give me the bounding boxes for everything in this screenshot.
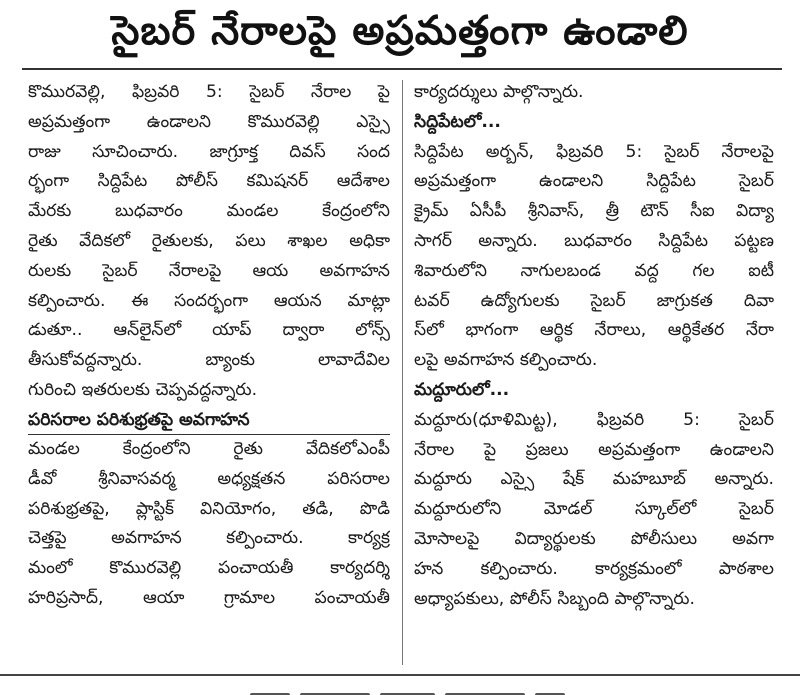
body-line: మోసాలపై విద్యార్థులకు పోలీసులు అవగా xyxy=(414,528,774,549)
body-line: మండల కేంద్రంలోని రైతు వేదికలోఎంపీ xyxy=(28,439,390,460)
subheading-cleanliness: పరిసరాల పరిశుభ్రతపై అవగాహన xyxy=(28,406,390,435)
column-divider xyxy=(402,80,403,665)
body-line: క్రైమ్ ఏసీపీ శ్రీనివాస్, త్రీ టౌన్ సీఐ విద్యా xyxy=(414,201,774,222)
body-line: హరిప్రసాద్, ఆయా గ్రామాల పంచాయతీ xyxy=(28,588,390,609)
body-line: టవర్ ఉద్యోగులకు సైబర్ జాగ్రుకత దివా xyxy=(414,290,774,311)
body-line: సిద్దిపేట అర్బన్, ఫిబ్రవరి 5: సైబర్ నేరాలపై xyxy=(414,141,774,162)
body-line: నేరాల పై ప్రజలు అప్రమత్తంగా ఉండాలని xyxy=(414,439,774,460)
right-column xyxy=(414,78,774,668)
left-column xyxy=(28,78,390,668)
body-line: గురించి ఇతరులకు చెప్పవద్దన్నారు. xyxy=(28,379,258,400)
body-line: లపై అవగాహన కల్పించారు. xyxy=(414,350,598,371)
headline-rule xyxy=(22,68,782,70)
body-line: కల్పించారు. ఈ సందర్భంగా ఆయన మాట్లా xyxy=(28,290,390,311)
body-line: డుతూ.. ఆన్‌లైన్‌లో యాప్ ద్వారా లోన్స్ xyxy=(28,320,390,341)
body-line: స్‌లో భాగంగా ఆర్థిక నేరాలు, ఆర్థికేతర నేరా xyxy=(414,320,774,341)
body-line: సాగర్ అన్నారు. బుధవారం సిద్దిపేట పట్టణ xyxy=(414,230,774,251)
subheading-maddur: మద్దూరులో... xyxy=(414,379,510,400)
body-line: రైతు వేదికలో రైతులకు, పలు శాఖల అధికా xyxy=(28,230,390,251)
body-line: అధ్యాపకులు, పోలీస్ సిబ్బంది పాల్గొన్నారు. xyxy=(414,588,695,609)
bottom-rule xyxy=(0,674,800,676)
body-line: మద్దూరులోని మోడల్ స్కూల్‌లో సైబర్ xyxy=(414,499,774,520)
body-line: కొమురవెల్లి, ఫిబ్రవరి 5: సైబర్ నేరాల పై xyxy=(28,82,390,102)
headline: సైబర్ నేరాలపై అప్రమత్తంగా ఉండాలి xyxy=(111,8,689,54)
body-line: మద్దూరు(ధూళిమిట్ట), ఫిబ్రవరి 5: సైబర్ xyxy=(414,409,774,430)
body-line: మద్దూరు ఎస్సై షేక్ మహబూబ్ అన్నారు. xyxy=(414,469,774,490)
body-line: డీవో శ్రీనివాసవర్మ అధ్యక్షతన పరిసరాల xyxy=(28,468,390,489)
body-line: మంలో కొమురవెల్లి పంచాయతీ కార్యదర్శి xyxy=(28,558,390,579)
body-line: చెత్తపై అవగాహన కల్పించారు. కార్యక్ర xyxy=(28,528,390,549)
body-line: శివారులోని నాగులబండ వద్ద గల ఐటీ xyxy=(414,260,774,281)
body-line: కార్యదర్శులు పాల్గొన్నారు. xyxy=(414,82,584,102)
body-line: ర్భంగా సిద్దిపేట పోలీస్ కమిషనర్ ఆదేశాల xyxy=(28,171,390,192)
body-line: పరిశుభ్రతపై, ప్లాస్టిక్ వినియోగం, తడి, పొడి xyxy=(28,498,390,519)
cut-off-text-fragment xyxy=(250,682,580,695)
body-line: రులకు సైబర్ నేరాలపై ఆయ అవగాహన xyxy=(28,260,390,281)
body-line: మేరకు బుధవారం మండల కేంద్రంలోని xyxy=(28,201,390,222)
subheading-siddipet: సిద్దిపేటలో... xyxy=(414,111,501,132)
body-line: తీసుకోవద్దన్నారు. బ్యాంకు లావాదేవిల xyxy=(28,350,390,371)
body-line: హన కల్పించారు. కార్యక్రమంలో పాఠశాల xyxy=(414,558,774,579)
body-line: అప్రమత్తంగా ఉండాలని సిద్దిపేట సైబర్ xyxy=(414,171,774,192)
body-line: అప్రమత్తంగా ఉండాలని కొమురవెల్లి ఎస్సై xyxy=(28,111,390,132)
body-line: రాజు సూచించారు. జాగ్రూక్త దివస్ సంద xyxy=(28,141,390,162)
